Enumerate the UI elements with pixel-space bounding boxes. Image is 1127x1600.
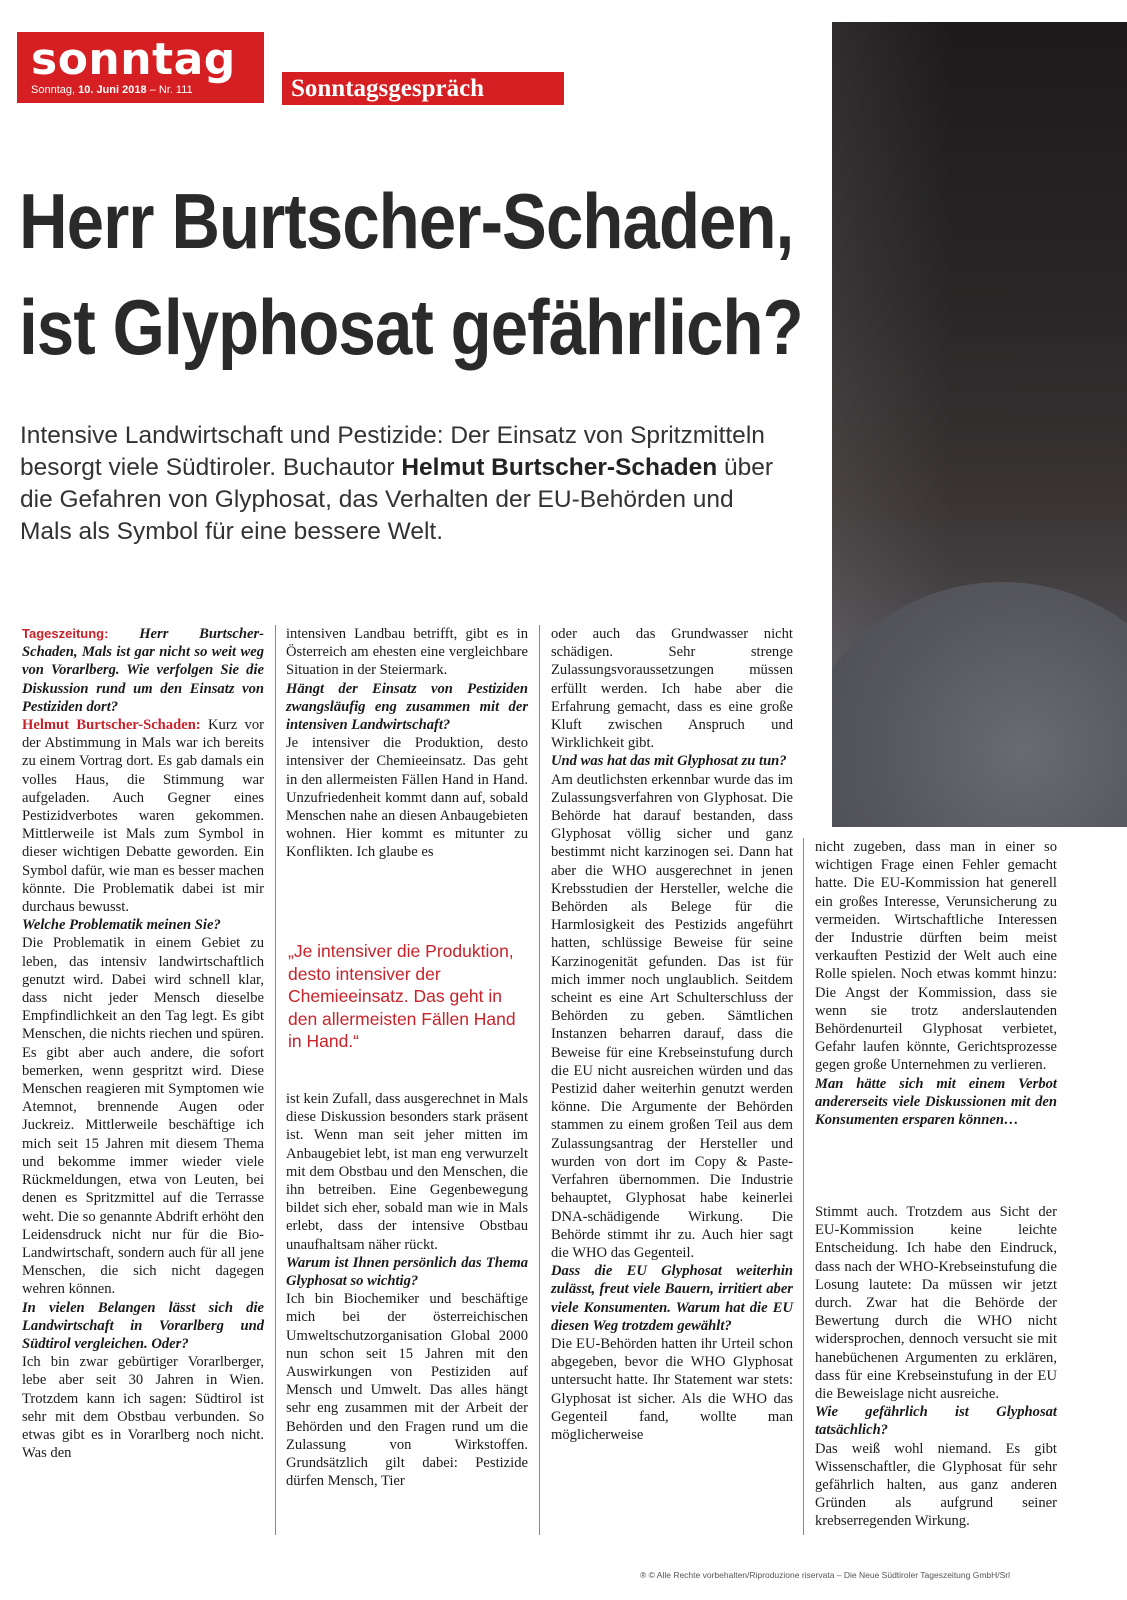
source-label: Tageszeitung:	[22, 626, 109, 641]
lead-text-1: Intensive Landwirtschaft und Pestizide: Der Einsatz von Spritzmitteln besorgt viele Südtiroler. Buchautor	[20, 422, 765, 481]
answer-5a: Ich bin Biochemiker und beschäftige mich bei der österreichischen Umweltschutzorganisation Global 2000 nun schon seit 15 Jahren mit den Auswirkungen von Pestiziden auf Mensch und Umwelt. Das alles hängt sehr eng zusammen mit der Arbeit der Behörden und den Fragen rund um die Zulassung von Wirkstoffen. Grundsätzlich gilt dabei: Pestizide dürfen Mensch, Tier	[286, 1291, 528, 1490]
question-5: Warum ist Ihnen persönlich das Thema Glyphosat so wichtig?	[286, 1254, 528, 1290]
column-4-top	[815, 838, 1057, 1129]
lead-paragraph	[20, 420, 780, 548]
question-9: Wie gefährlich ist Glyphosat tatsächlich?	[815, 1404, 1057, 1439]
headline-line-2: ist Glyphosat gefährlich?	[14, 274, 811, 380]
question-8: Man hätte sich mit einem Verbot andererseits viele Diskussionen mit den Konsumenten ersparen können…	[815, 1075, 1057, 1129]
answer-8: Stimmt auch. Trotzdem aus Sicht der EU-Kommission keine leichte Entscheidung. Ich habe den Eindruck, dass nach der WHO-Krebseinstufung die Losung lautete: Da müssen wir jetzt durch. Zwar hat die Behörde der Bewertung durch die WHO nicht widersprochen, dennoch versucht sie mit hanebüchenen Argumenten zu erklären, dass für eine Krebseinstufung in der EU die Beweislage nicht ausreiche.	[815, 1204, 1057, 1403]
column-1	[22, 625, 264, 1462]
date-value: 10. Juni 2018	[78, 84, 147, 96]
headline-line-1: Herr Burtscher-Schaden,	[14, 168, 802, 274]
question-1: Herr Burtscher-Schaden, Mals ist gar nicht so weit weg von Vorarlberg. Wie verfolgen Sie die Diskussion rund um den Einsatz von Pestiziden dort?	[22, 626, 264, 715]
question-3: In vielen Belangen lässt sich die Landwirtschaft in Vorarlberg und Südtirol vergleichen. Oder?	[22, 1299, 264, 1352]
question-4: Hängt der Einsatz von Pestiziden zwangsläufig eng zusammen mit der intensiven Landwirtschaft?	[286, 680, 528, 734]
answer-2: Die Problematik in einem Gebiet zu leben, das intensiv landwirtschaftlich genutzt wird. Dabei wird schnell klar, dass nicht jeder Mensch dieselbe Empfindlichkeit an den Tag legt. Es gibt Menschen, die nichts riechen und spüren. Es gibt aber auch andere, die sofort bemerken, wenn gespritzt wird. Diese Menschen reagieren mit Symptomen wie Atemnot, brennende Augen oder Juckreiz. Mittlerweile beschäftige ich mich seit 15 Jahren mit diesem Thema und bekomme immer wieder viele Rückmeldungen, etwa von Leuten, bei denen es Spritzmittel auf die Terrasse weht. Die so genannte Abdrift erhöht den Leidensdruck nicht nur für die Bio-Landwirtschaft, sondern auch für all jene Menschen, die sich nicht dagegen wehren können.	[22, 935, 264, 1298]
question-2: Welche Problematik meinen Sie?	[22, 917, 221, 934]
interviewee-photo	[832, 22, 1127, 827]
answer-9: Das weiß wohl niemand. Es gibt Wissenschaftler, die Glyphosat für sehr gefährlich halten, aus ganz anderen Gründen als aufgrund seiner krebserregenden Wirkung.	[815, 1440, 1057, 1530]
masthead	[17, 32, 264, 103]
question-6: Und was hat das mit Glyphosat zu tun?	[551, 753, 787, 770]
headline	[14, 168, 1094, 393]
answer-4b: ist kein Zufall, dass ausgerechnet in Mals diese Diskussion besonders stark präsent ist. Wenn man seit jeher mitten im Anbaugebiet lebt, ist man eng verwurzelt mit dem Obstbau und den Menschen, die ihn betreiben. Eine Gegenbewegung bildet sich eher, sobald man wie in Mals erlebt, dass der intensive Obstbau unaufhaltsam näher rückt.	[286, 1091, 528, 1253]
answer-5b: oder auch das Grundwasser nicht schädigen. Sehr strenge Zulassungsvoraussetzungen müssen erfüllt werden. Ich habe aber die Erfahrung gemacht, dass es eine große Kluft zwischen Anspruch und Wirklichkeit gibt.	[551, 626, 793, 752]
answer-4a: Je intensiver die Produktion, desto intensiver der Chemieeinsatz. Das geht in den allermeisten Fällen Hand in Hand. Unzufriedenheit kommt dann auf, sobald Menschen nahe an diesen Anbaugebieten wohnen. Hier kommt es mitunter zu Konflikten. Ich glaube es	[286, 735, 528, 861]
answer-3a: Ich bin zwar gebürtiger Vorarlberger, lebe aber seit 30 Jahren in Wien. Trotzdem kann ich sagen: Südtirol ist sehr mit dem Obstbau verbunden. So etwas gibt es in Vorarlberg noch nicht. Was den	[22, 1354, 264, 1462]
masthead-logo: sonntag	[31, 34, 236, 85]
copyright-footer: ® © Alle Rechte vorbehalten/Riproduzione riservata – Die Neue Südtiroler Tageszeitung GmbH/Srl	[640, 1570, 1011, 1580]
question-7: Dass die EU Glyphosat weiterhin zulässt, freut viele Bauern, irritiert aber viele Konsumenten. Warum hat die EU diesen Weg trotzdem gewählt?	[551, 1263, 793, 1334]
column-4-bottom	[815, 1203, 1057, 1531]
column-rule	[275, 625, 276, 1535]
answer-1: Kurz vor der Abstimmung in Mals war ich bereits zu einem Vortrag dort. Es gab damals ein volles Haus, die Stimmung war aufgeladen. Auch Gegner eines Pestizidverbotes waren gekommen. Mittlerweile ist Mals zum Symbol in dieser wichtigen Debatte geworden. Ein Symbol dafür, wie man es besser machen könnte. Die Problematik dabei ist mir durchaus bewusst.	[22, 717, 264, 916]
answer-7a: Die EU-Behörden hatten ihr Urteil schon abgegeben, bevor die WHO Glyphosat untersucht hatte. Ihr Statement war stets: Glyphosat ist sicher. Als die WHO das Gegenteil fand, wollte man möglicherweise	[551, 1335, 793, 1443]
lead-text-2: über die Gefahren von Glyphosat, das Verhalten der EU-Behörden und Mals als Symbol für eine bessere Welt.	[20, 454, 774, 545]
masthead-date	[31, 84, 193, 96]
lead-author-name: Helmut Burtscher-Schaden	[401, 454, 718, 481]
column-rule	[539, 625, 540, 1535]
date-prefix: Sonntag,	[31, 84, 79, 96]
answer-3b: intensiven Landbau betrifft, gibt es in Österreich am ehesten eine vergleichbare Situation in der Steiermark.	[286, 626, 528, 679]
issue-number: – Nr. 111	[146, 84, 193, 96]
column-rule	[803, 838, 804, 1535]
answer-7b: nicht zugeben, dass man in einer so wichtigen Frage einen Fehler gemacht hatte. Die EU-Kommission hat generell ein großes Interesse, Verunsicherung zu vermeiden. Wirtschaftliche Interessen der Industrie dürften beim meist verkauften Pestizid der Welt auch eine Rolle spielen. Noch etwas kommt hinzu: Die Angst der Kommission, dass sie wenn sie trotz anderslautenden Behördenurteil Glyphosat verbietet, Gefahr laufen könnte, Gerichtsprozesse gegen große Unternehmen zu verlieren.	[815, 839, 1057, 1074]
column-2-bottom	[286, 1090, 528, 1490]
column-2-top	[286, 625, 528, 862]
pull-quote: „Je intensiver die Produktion, desto intensiver der Chemieeinsatz. Das geht in den allermeisten Fällen Hand in Hand.“	[288, 941, 516, 1051]
answer-6: Am deutlichsten erkennbar wurde das im Zulassungsverfahren von Glyphosat. Die Behörde hat darauf bestanden, dass Glyphosat völlig sicher und ganz bestimmt nicht karzinogen sei. Dann hat aber die WHO ausgerechnet in jenen Krebsstudien der Hersteller, welche die Behörden als Belege für die Harmlosigkeit des Pestizids angeführt hatten, schlüssige Beweise für seine Karzinogenität gefunden. Das ist für mich immer noch unglaublich. Seitdem scheint es eine Art Schulterschluss der Behörden zu geben. Sämtlichen Instanzen beharren darauf, dass die Beweise für eine Krebseinstufung durch die EU nicht ausreichen würden und das Pestizid daher weiterhin genutzt werden könne. Die Argumente der Behörden stammen zu einem großen Teil aus dem Zulassungsantrag der Hersteller und wurden von dort im Copy & Paste-Verfahren übernommen. Die Industrie behauptet, Glyphosat habe keinerlei DNA-schädigende Wirkung. Die Behörde stimmt ihr zu. Auch hier sagt die WHO das Gegenteil.	[551, 771, 793, 1261]
column-3	[551, 625, 793, 1444]
section-label: Sonntagsgespräch	[282, 72, 564, 105]
speaker-label: Helmut Burtscher-Schaden:	[22, 717, 201, 734]
